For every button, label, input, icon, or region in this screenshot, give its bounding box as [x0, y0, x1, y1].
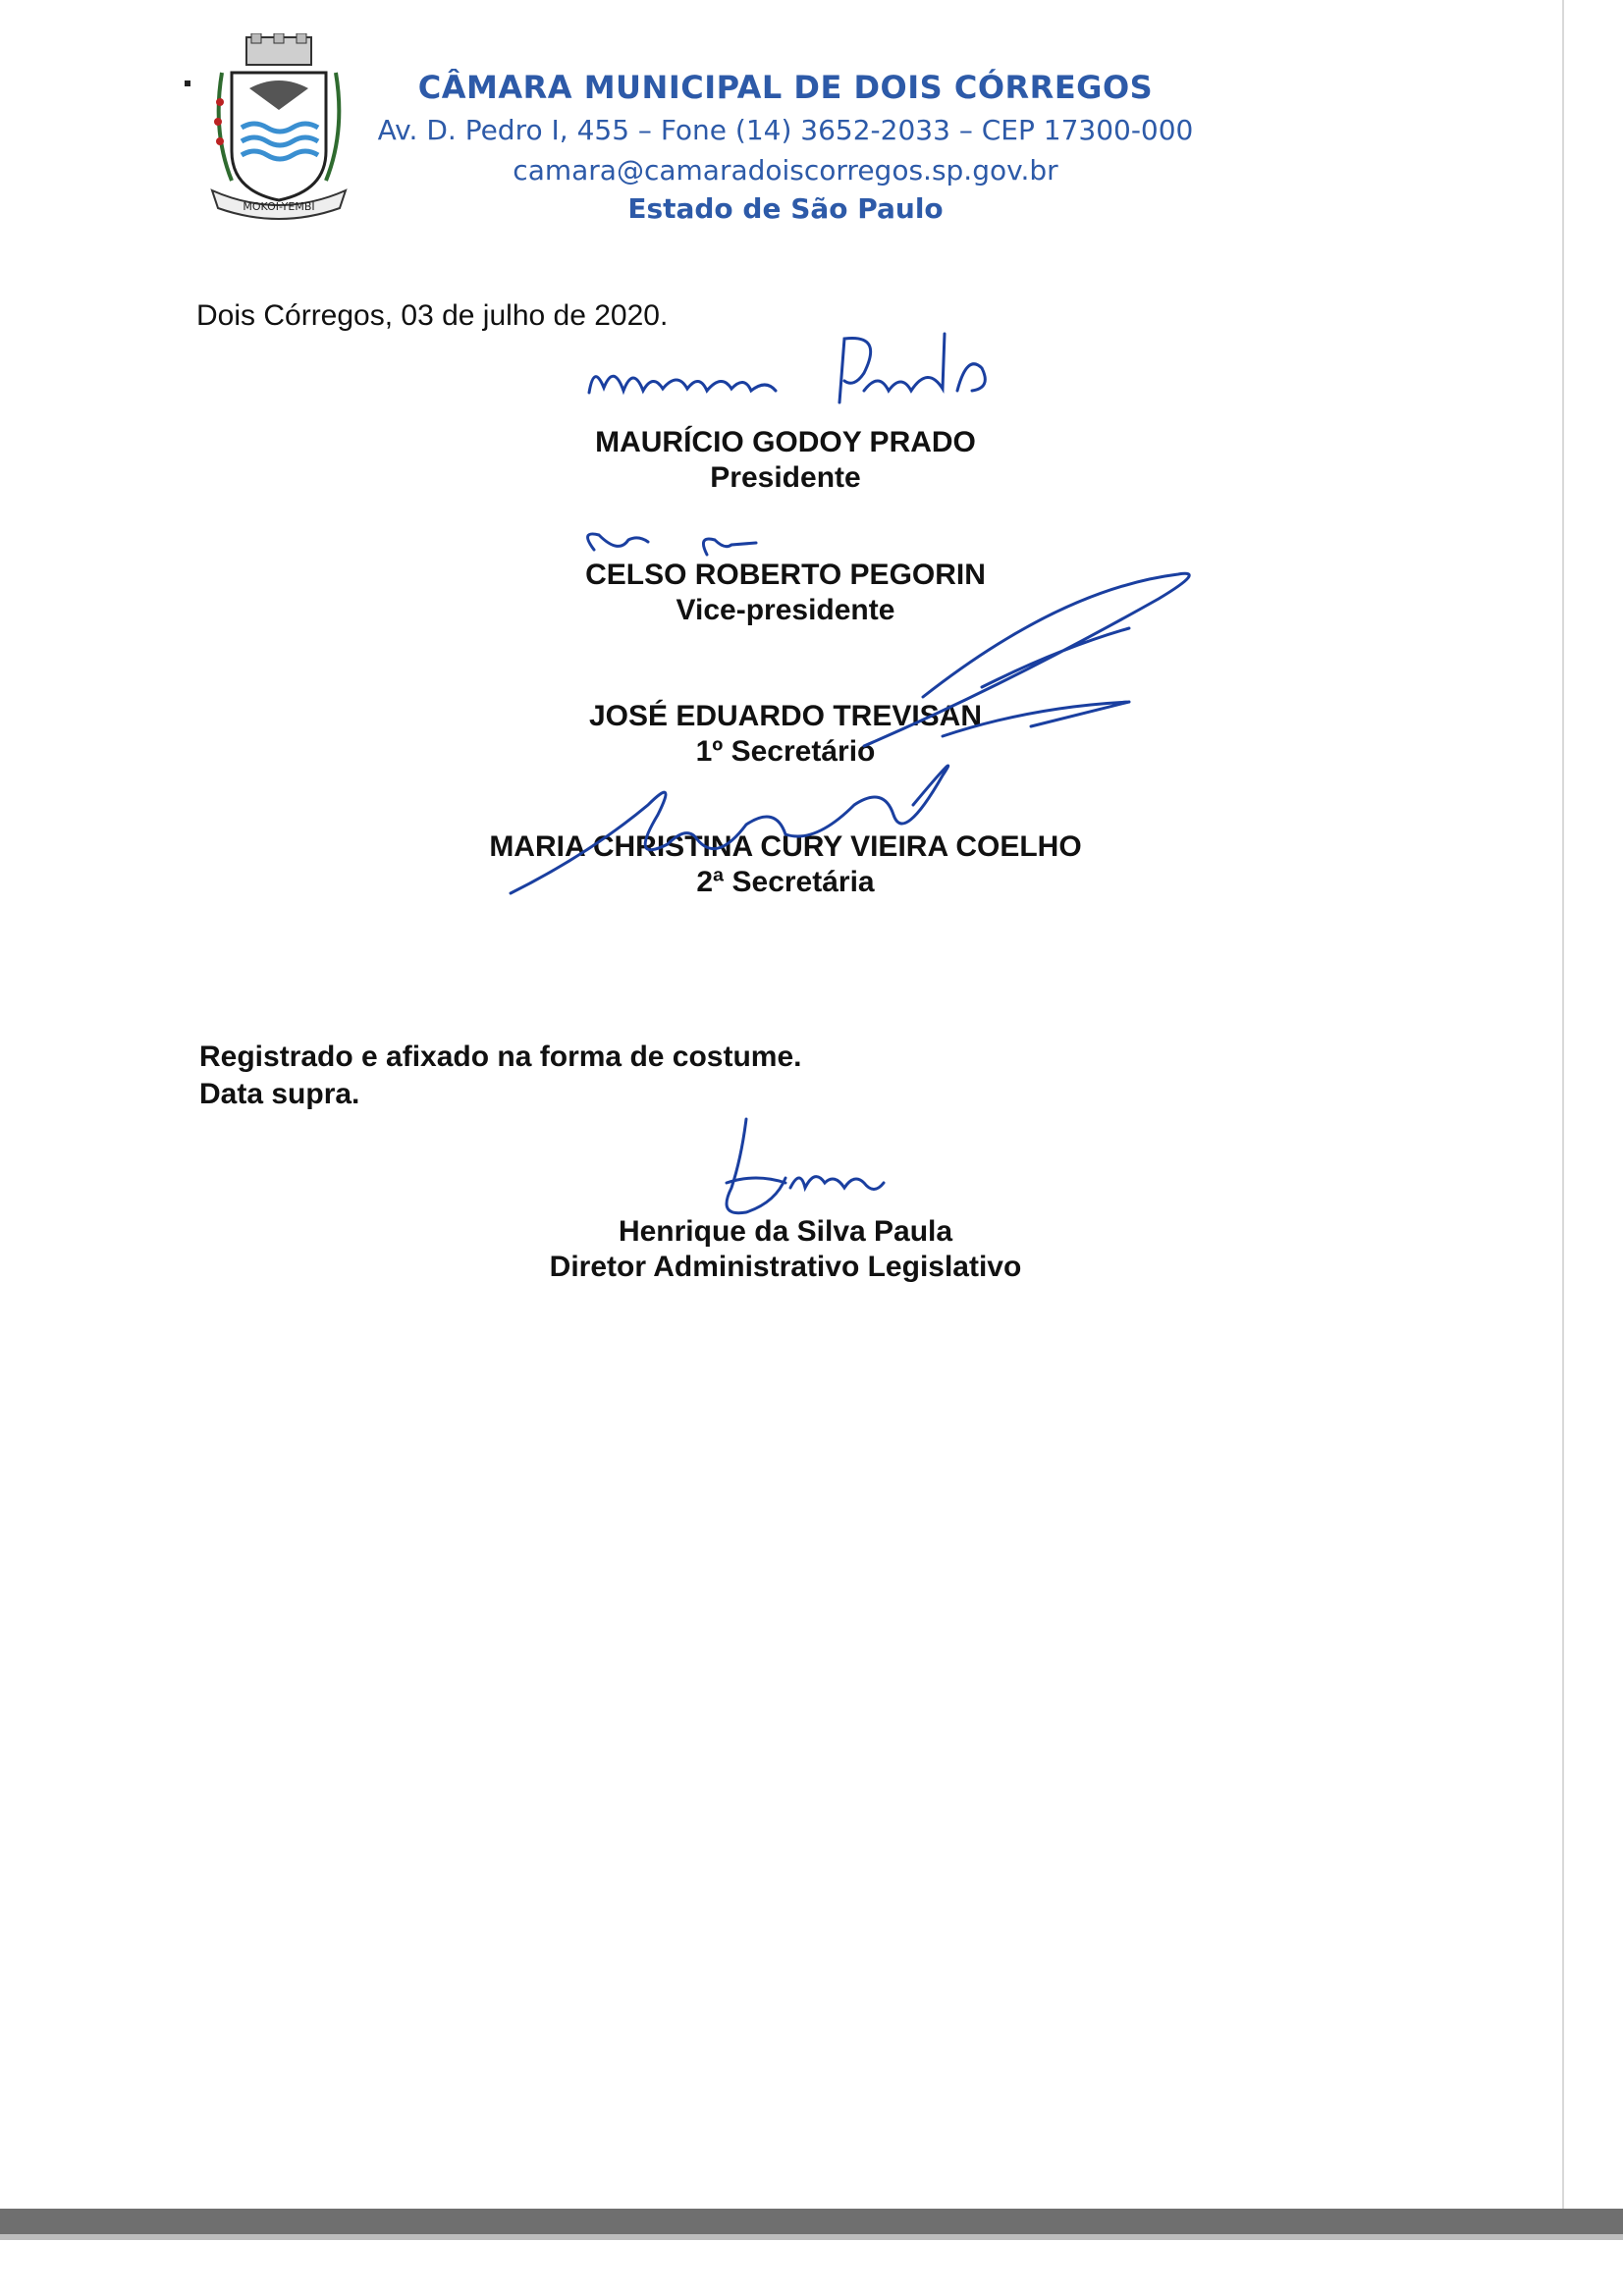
svg-text:MOKOI-YEMBI: MOKOI-YEMBI: [243, 200, 315, 213]
signatory-block: [422, 425, 1149, 496]
registration-line: Data supra.: [199, 1078, 360, 1110]
director-role: Diretor Administrativo Legislativo: [549, 1251, 1022, 1283]
signatory-name: CELSO ROBERTO PEGORIN: [585, 559, 986, 591]
director-name: Henrique da Silva Paula: [618, 1215, 953, 1248]
municipal-crest-logo: [192, 33, 365, 230]
signature-director: [727, 1119, 884, 1213]
scan-edge: [1562, 0, 1564, 2218]
letterhead-state: Estado de São Paulo: [627, 192, 944, 225]
scan-speck: [185, 80, 190, 86]
signatory-block: [422, 699, 1149, 770]
registration-line: Registrado e afixado na forma de costume.: [199, 1041, 802, 1073]
scan-border: [0, 2209, 1623, 2234]
signature-vice-president: [588, 534, 756, 555]
signatory-role: Presidente: [710, 461, 861, 494]
director-block: [422, 1214, 1149, 1285]
signatory-block: [422, 558, 1149, 628]
signatory-name: MAURÍCIO GODOY PRADO: [595, 426, 976, 458]
signatory-name: MARIA CHRISTINA CURY VIEIRA COELHO: [489, 830, 1082, 863]
registration-note: [199, 1039, 802, 1113]
date-line: Dois Córregos, 03 de julho de 2020.: [196, 299, 669, 332]
signatory-block: [422, 829, 1149, 900]
letterhead-email: camara@camaradoiscorregos.sp.gov.br: [513, 154, 1058, 187]
letterhead-address: Av. D. Pedro I, 455 – Fone (14) 3652-2033 – CEP 17300-000: [377, 114, 1194, 146]
signatory-role: 2ª Secretária: [696, 866, 875, 898]
letterhead: [373, 69, 1198, 225]
scan-border: [0, 2234, 1623, 2240]
signatory-name: JOSÉ EDUARDO TREVISAN: [588, 700, 983, 732]
signature-president: [589, 334, 985, 402]
letterhead-title: CÂMARA MUNICIPAL DE DOIS CÓRREGOS: [417, 69, 1154, 106]
signatory-role: Vice-presidente: [676, 594, 895, 626]
signatory-role: 1º Secretário: [695, 735, 876, 768]
